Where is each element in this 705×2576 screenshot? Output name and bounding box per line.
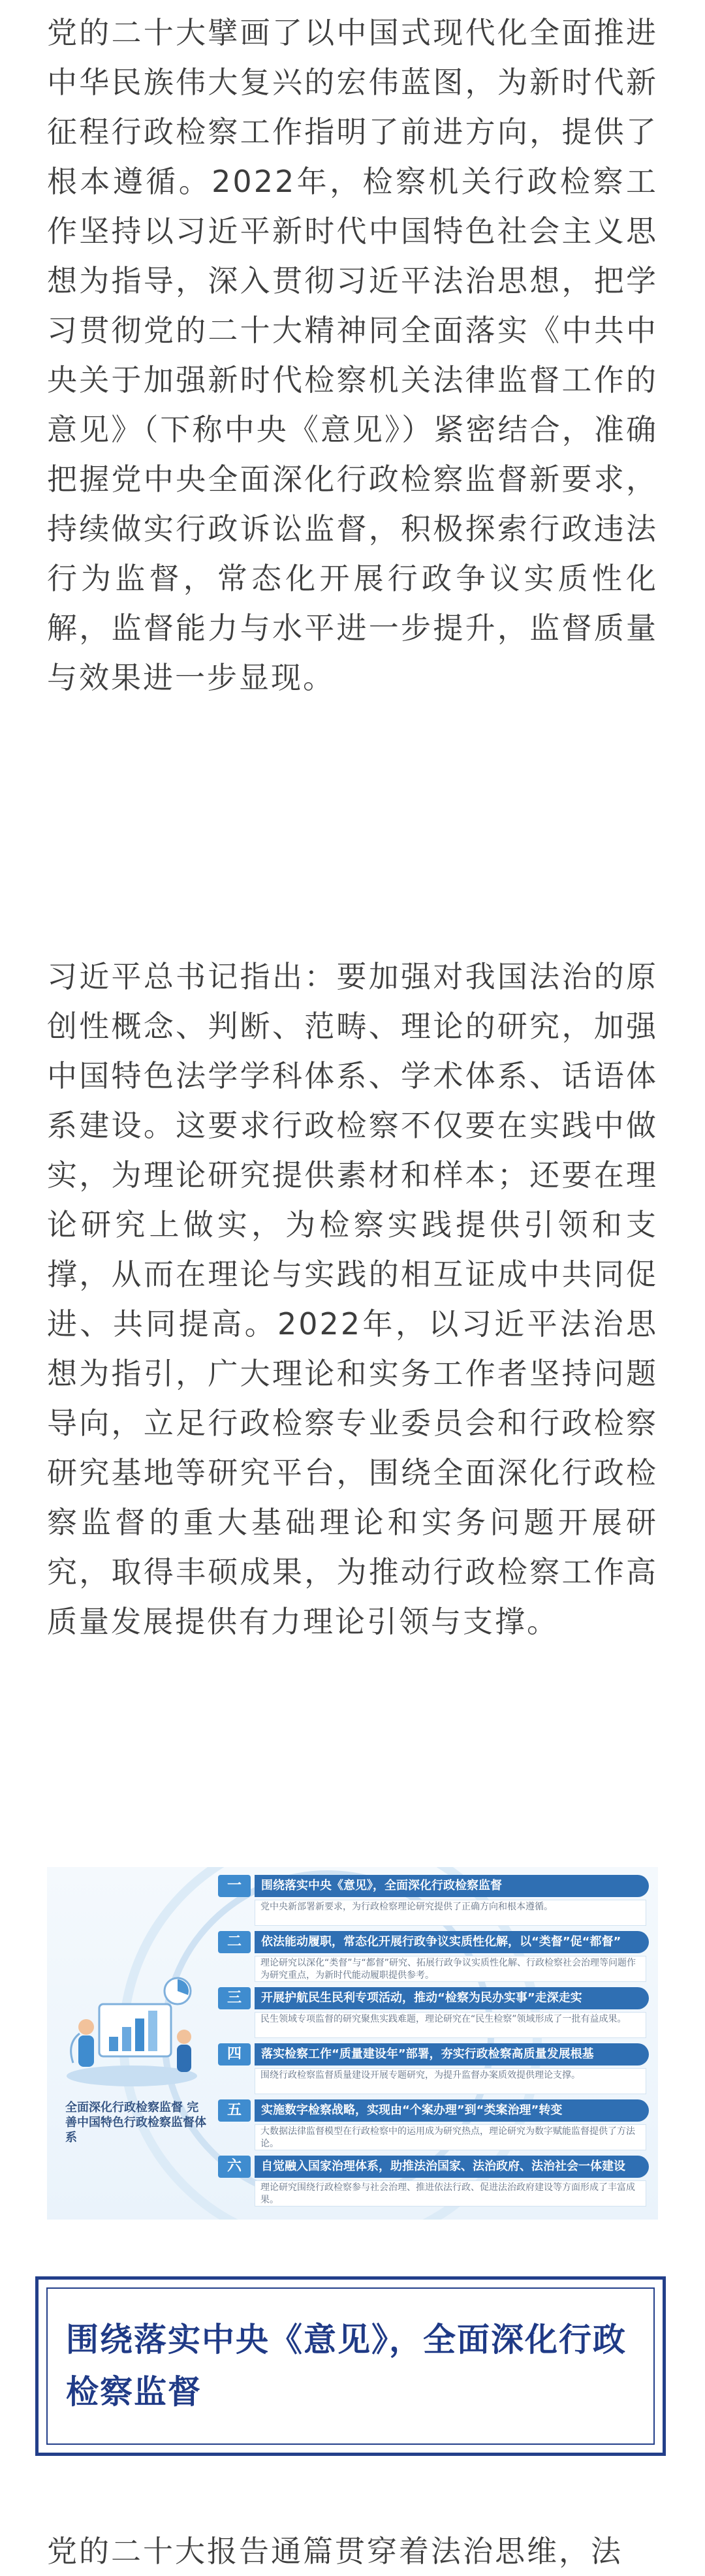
row-number: 六	[218, 2156, 251, 2178]
row-detail: 理论研究以深化“类督”与“都督”研究、拓展行政争议实质性化解、行政检察社会治理等问题作为研究重点，为新时代能动履职提供参考。	[255, 1956, 646, 1982]
people-chart-illustration-icon	[60, 1965, 204, 2089]
infographic-row-6	[218, 2156, 654, 2209]
row-number: 五	[218, 2099, 251, 2122]
row-detail: 理论研究围绕行政检察参与社会治理、推进依法行政、促进法治政府建设等方面形成了丰富成果。	[255, 2180, 646, 2207]
paragraph-theory: 习近平总书记指出：要加强对我国法治的原创性概念、判断、范畴、理论的研究，加强中国特色法学学科体系、学术体系、话语体系建设。这要求行政检察不仅要在实践中做实，为理论研究提供素材和样本；还要在理论研究上做实，为检察实践提供引领和支撑，从而在理论与实践的相互证成中共同促进、共同提高。2022年，以习近平法治思想为指引，广大理论和实务工作者坚持问题导向，立足行政检察专业委员会和行政检察研究基地等研究平台，围绕全面深化行政检察监督的重大基础理论和实务问题开展研究，取得丰硕成果，为推动行政检察工作高质量发展提供有力理论引领与支撑。	[47, 959, 658, 1639]
paragraph-intro: 党的二十大擘画了以中国式现代化全面推进中华民族伟大复兴的宏伟蓝图，为新时代新征程行政检察工作指明了前进方向，提供了根本遵循。2022年，检察机关行政检察工作坚持以习近平新时代中国特色社会主义思想为指导，深入贯彻习近平法治思想，把学习贯彻党的二十大精神同全面落实《中共中央关于加强新时代检察机关法律监督工作的意见》（下称中央《意见》）紧密结合，准确把握党中央全面深化行政检察监督新要求，持续做实行政诉讼监督，积极探索行政违法行为监督，常态化开展行政争议实质性化解，监督能力与水平进一步提升，监督质量与效果进一步显现。	[47, 15, 658, 695]
infographic-caption: 全面深化行政检察监督 完善中国特色行政检察监督体系	[65, 2101, 206, 2144]
infographic-figure	[47, 1867, 658, 2220]
row-detail: 大数据法律监督模型在行政检察中的运用成为研究热点，理论研究为数字赋能监督提供了方法论。	[255, 2124, 646, 2150]
infographic-row-2	[218, 1931, 654, 1985]
infographic-row-3	[218, 1987, 654, 2041]
section-heading: 围绕落实中央《意见》，全面深化行政检察监督	[66, 2321, 627, 2411]
row-title: 自觉融入国家治理体系，助推法治国家、法治政府、法治社会一体建设	[255, 2156, 649, 2178]
row-number: 四	[218, 2043, 251, 2066]
paragraph-next-section: 党的二十大报告通篇贯穿着法治思维，法	[47, 2534, 623, 2569]
row-title: 依法能动履职，常态化开展行政争议实质性化解，以“类督”促“都督”	[255, 1931, 649, 1953]
row-detail: 党中央新部署新要求，为行政检察理论研究提供了正确方向和根本遵循。	[255, 1900, 646, 1926]
row-title: 落实检察工作“质量建设年”部署，夯实行政检察高质量发展根基	[255, 2043, 649, 2066]
row-detail: 民生领域专项监督的研究聚焦实践难题，理论研究在“民生检察”领域形成了一批有益成果。	[255, 2012, 646, 2038]
section-heading-box	[35, 2276, 666, 2456]
row-detail: 围绕行政检察监督质量建设开展专题研究，为提升监督办案质效提供理论支撑。	[255, 2068, 646, 2094]
row-title: 围绕落实中央《意见》，全面深化行政检察监督	[255, 1875, 649, 1897]
infographic-row-5	[218, 2099, 654, 2153]
row-number: 三	[218, 1987, 251, 2009]
row-number: 一	[218, 1875, 251, 1897]
infographic-row-1	[218, 1875, 654, 1928]
row-number: 二	[218, 1931, 251, 1953]
row-title: 开展护航民生民利专项活动，推动“检察为民办实事”走深走实	[255, 1987, 649, 2009]
infographic-row-4	[218, 2043, 654, 2097]
row-title: 实施数字检察战略，实现由“个案办理”到“类案治理”转变	[255, 2099, 649, 2122]
